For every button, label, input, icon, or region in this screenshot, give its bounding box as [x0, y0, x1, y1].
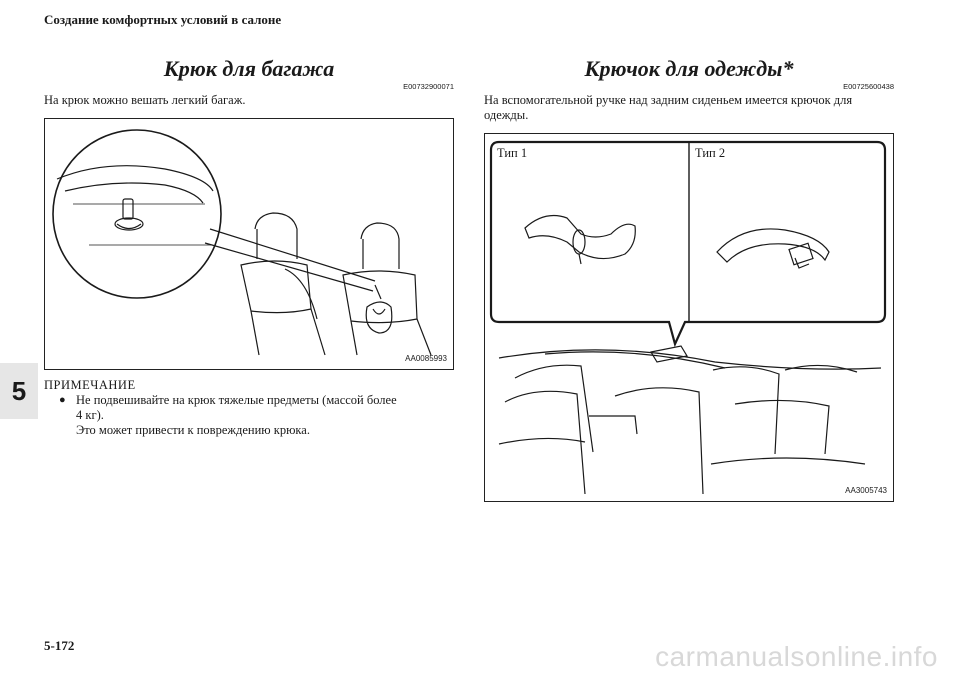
clothes-hook-illustration	[485, 134, 895, 503]
left-section-code: E00732900071	[403, 82, 454, 91]
note-bullet: ●	[59, 394, 66, 406]
right-intro-line-1: На вспомогательной ручке над задним сиденьем имеется крючок для	[484, 93, 853, 107]
left-intro-text: На крюк можно вешать легкий багаж.	[44, 93, 246, 107]
chapter-number: 5	[11, 375, 27, 406]
left-figure-code: AA0085993	[405, 354, 447, 363]
right-figure-code: AA3005743	[845, 486, 887, 495]
luggage-hook-figure	[44, 118, 454, 370]
type-1-label: Тип 1	[497, 146, 528, 160]
running-header: Создание комфортных условий в салоне	[44, 12, 282, 27]
chapter-tab	[0, 363, 38, 419]
right-section-code: E00725600438	[843, 82, 894, 91]
note-line-1: Не подвешивайте на крюк тяжелые предметы (массой более	[76, 393, 397, 407]
right-intro-line-2: одежды.	[484, 108, 529, 122]
watermark: carmanualsonline.info	[655, 641, 938, 672]
type-2-label: Тип 2	[695, 146, 726, 160]
left-section-title: Крюк для багажа	[163, 56, 335, 81]
clothes-hook-figure	[484, 133, 894, 502]
note-line-3: Это может привести к повреждению крюка.	[76, 423, 310, 437]
note-line-2: 4 кг).	[76, 408, 104, 422]
note-label: ПРИМЕЧАНИЕ	[44, 378, 136, 392]
right-section-title: Крючок для одежды*	[584, 56, 794, 81]
page-number: 5-172	[44, 638, 75, 653]
luggage-hook-illustration	[45, 119, 455, 371]
